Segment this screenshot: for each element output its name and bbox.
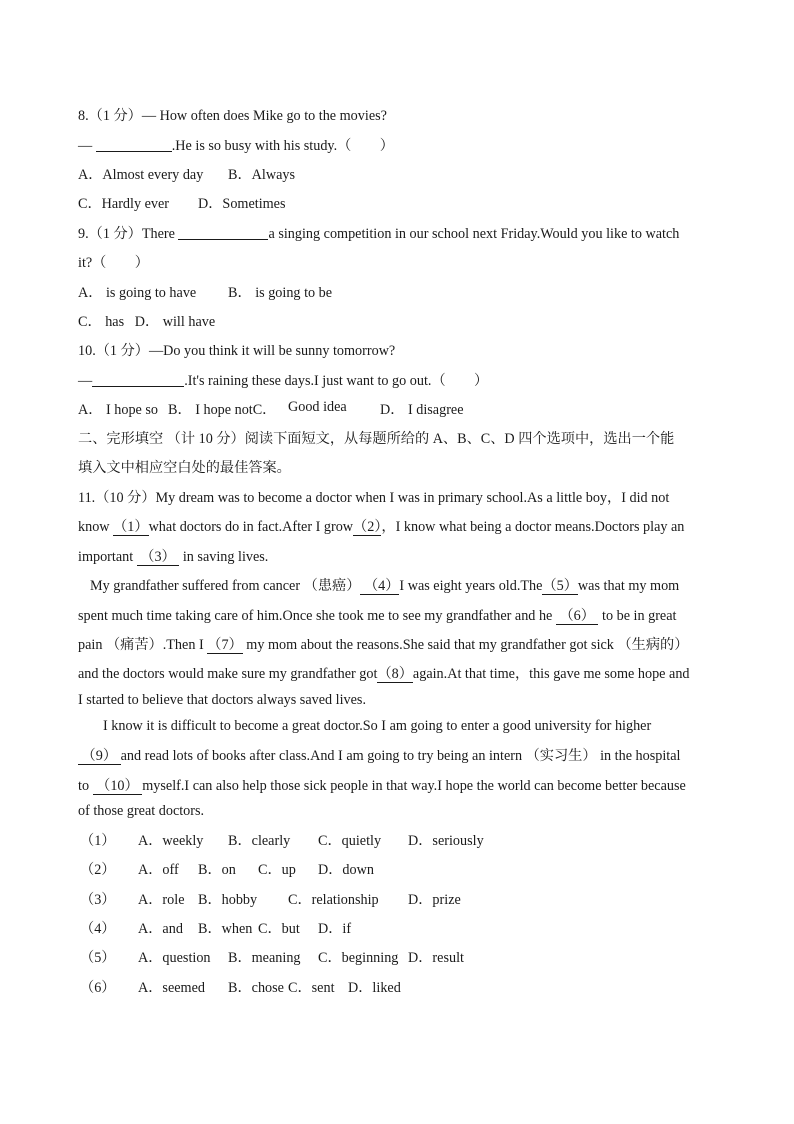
cloze-blank-4[interactable]: （4） bbox=[360, 578, 400, 594]
passage-line-7: and the doctors would make sure my grandfather got（8）again.At that time，this gave me some hope and bbox=[78, 666, 690, 682]
q8-stem: 8.（1 分）— How often does Mike go to the movies? bbox=[78, 108, 387, 124]
choice-number: （2） bbox=[80, 862, 116, 878]
choice-option-b[interactable]: B．clearly bbox=[228, 833, 291, 849]
passage-line-5: spent much time taking care of him.Once she took me to see my grandfather and he （6） to be in great bbox=[78, 608, 677, 624]
choice-option-a[interactable]: A．and bbox=[138, 921, 183, 937]
choice-option-a[interactable]: A．question bbox=[138, 950, 211, 966]
q10-stem: 10.（1 分）—Do you think it will be sunny tomorrow? bbox=[78, 343, 396, 359]
passage-line-6: pain （痛苦）.Then I （7） my mom about the reasons.She said that my grandfather got sick （生病的） bbox=[78, 637, 689, 653]
cloze-blank-1[interactable]: （1） bbox=[113, 519, 149, 535]
passage-line-2: know （1）what doctors do in fact.After I grow（2），I know what being a doctor means.Doctors play an bbox=[78, 519, 685, 535]
q9-option-b[interactable]: B． is going to be bbox=[228, 285, 333, 301]
passage-line-9: I know it is difficult to become a great doctor.So I am going to enter a good university for higher bbox=[103, 718, 652, 734]
choice-option-b[interactable]: B．meaning bbox=[228, 950, 301, 966]
choice-option-c[interactable]: C．relationship bbox=[288, 892, 379, 908]
choice-number: （3） bbox=[80, 892, 116, 908]
choice-option-b[interactable]: B．chose bbox=[228, 980, 284, 996]
q10-option-c[interactable]: Good idea bbox=[288, 399, 347, 415]
choice-option-b[interactable]: B．when bbox=[198, 921, 253, 937]
choice-option-b[interactable]: B．hobby bbox=[198, 892, 258, 908]
passage-line-10: （9） and read lots of books after class.And I am going to try being an intern （实习生） in the hospital bbox=[78, 748, 681, 764]
choice-option-c[interactable]: C．beginning bbox=[318, 950, 399, 966]
q10-answer-text: .It's raining these days.I just want to go out.（ ） bbox=[184, 373, 489, 389]
q9-stem-end: a singing competition in our school next Friday.Would you like to watch bbox=[268, 226, 680, 242]
choice-number: （5） bbox=[80, 950, 116, 966]
cloze-blank-6[interactable]: （6） bbox=[555, 608, 599, 624]
choice-option-c[interactable]: C．but bbox=[258, 921, 300, 937]
choice-option-a[interactable]: A．weekly bbox=[138, 833, 204, 849]
cloze-blank-9[interactable]: （9） bbox=[78, 748, 121, 764]
q8-option-b[interactable]: B．Always bbox=[228, 167, 295, 183]
passage-line-11: to （10） myself.I can also help those sick people in that way.I hope the world can become better because bbox=[78, 778, 686, 794]
q8-option-a[interactable]: A．Almost every day bbox=[78, 167, 204, 183]
cloze-blank-8[interactable]: （8） bbox=[377, 666, 413, 682]
choice-option-b[interactable]: B．on bbox=[198, 862, 236, 878]
q8-dash: — bbox=[78, 138, 96, 154]
choice-option-a[interactable]: A．role bbox=[138, 892, 185, 908]
q9-stem-start: 9.（1 分）There bbox=[78, 226, 179, 242]
q8-option-d[interactable]: D．Sometimes bbox=[198, 196, 286, 212]
choice-option-d[interactable]: D．result bbox=[408, 950, 464, 966]
choice-option-c[interactable]: C．up bbox=[258, 862, 296, 878]
q8-option-c[interactable]: C．Hardly ever bbox=[78, 196, 170, 212]
q10-option-d[interactable]: D． I disagree bbox=[380, 402, 464, 418]
q8-answer-text: .He is so busy with his study.（ ） bbox=[171, 138, 394, 154]
cloze-blank-3[interactable]: （3） bbox=[136, 549, 180, 565]
choice-option-c[interactable]: C．sent bbox=[288, 980, 335, 996]
choice-option-a[interactable]: A．off bbox=[138, 862, 179, 878]
passage-line-3: important （3） in saving lives. bbox=[78, 549, 269, 565]
q9-stem bbox=[78, 223, 717, 243]
choice-number: （6） bbox=[80, 980, 116, 996]
q10-dash: — bbox=[78, 373, 93, 389]
section-2-title-cont: 填入文中相应空白处的最佳答案。 bbox=[78, 460, 291, 476]
cloze-blank-2[interactable]: （2） bbox=[353, 519, 382, 535]
choice-option-d[interactable]: D．prize bbox=[408, 892, 461, 908]
choice-option-d[interactable]: D．seriously bbox=[408, 833, 484, 849]
q9-stem-cont: it?（ ） bbox=[78, 255, 149, 271]
cloze-blank-7[interactable]: （7） bbox=[207, 637, 243, 653]
q10-answer-line bbox=[78, 370, 488, 390]
q10-option-b[interactable]: B． I hope notC． bbox=[168, 402, 277, 418]
q8-answer-line bbox=[78, 135, 394, 155]
q10-option-a[interactable]: A． I hope so bbox=[78, 402, 158, 418]
passage-line-4: My grandfather suffered from cancer （患癌） （4）I was eight years old.The（5）was that my mom bbox=[90, 578, 680, 594]
choice-number: （1） bbox=[80, 833, 116, 849]
choice-option-d[interactable]: D．if bbox=[318, 921, 352, 937]
passage-line-1: 11.（10 分）My dream was to become a doctor when I was in primary school.As a little boy，I did not bbox=[78, 490, 670, 506]
q8-answer-blank[interactable] bbox=[96, 137, 172, 152]
choice-option-c[interactable]: C．quietly bbox=[318, 833, 382, 849]
section-2-title: 二、完形填空 （计 10 分）阅读下面短文，从每题所给的 A、B、C、D 四个选项中，选出一个能 bbox=[78, 431, 675, 447]
q9-answer-blank[interactable] bbox=[178, 225, 268, 240]
passage-line-8: I started to believe that doctors always saved lives. bbox=[78, 692, 366, 708]
cloze-blank-10[interactable]: （10） bbox=[92, 778, 143, 794]
choice-option-d[interactable]: D．liked bbox=[348, 980, 401, 996]
cloze-blank-5[interactable]: （5） bbox=[542, 578, 578, 594]
passage-line-12: of those great doctors. bbox=[78, 803, 205, 819]
choice-number: （4） bbox=[80, 921, 116, 937]
q10-answer-blank[interactable] bbox=[92, 372, 184, 387]
q9-option-a[interactable]: A． is going to have bbox=[78, 285, 197, 301]
choice-option-a[interactable]: A．seemed bbox=[138, 980, 205, 996]
q9-options-c-d[interactable]: C． has D． will have bbox=[78, 314, 216, 330]
choice-option-d[interactable]: D．down bbox=[318, 862, 374, 878]
